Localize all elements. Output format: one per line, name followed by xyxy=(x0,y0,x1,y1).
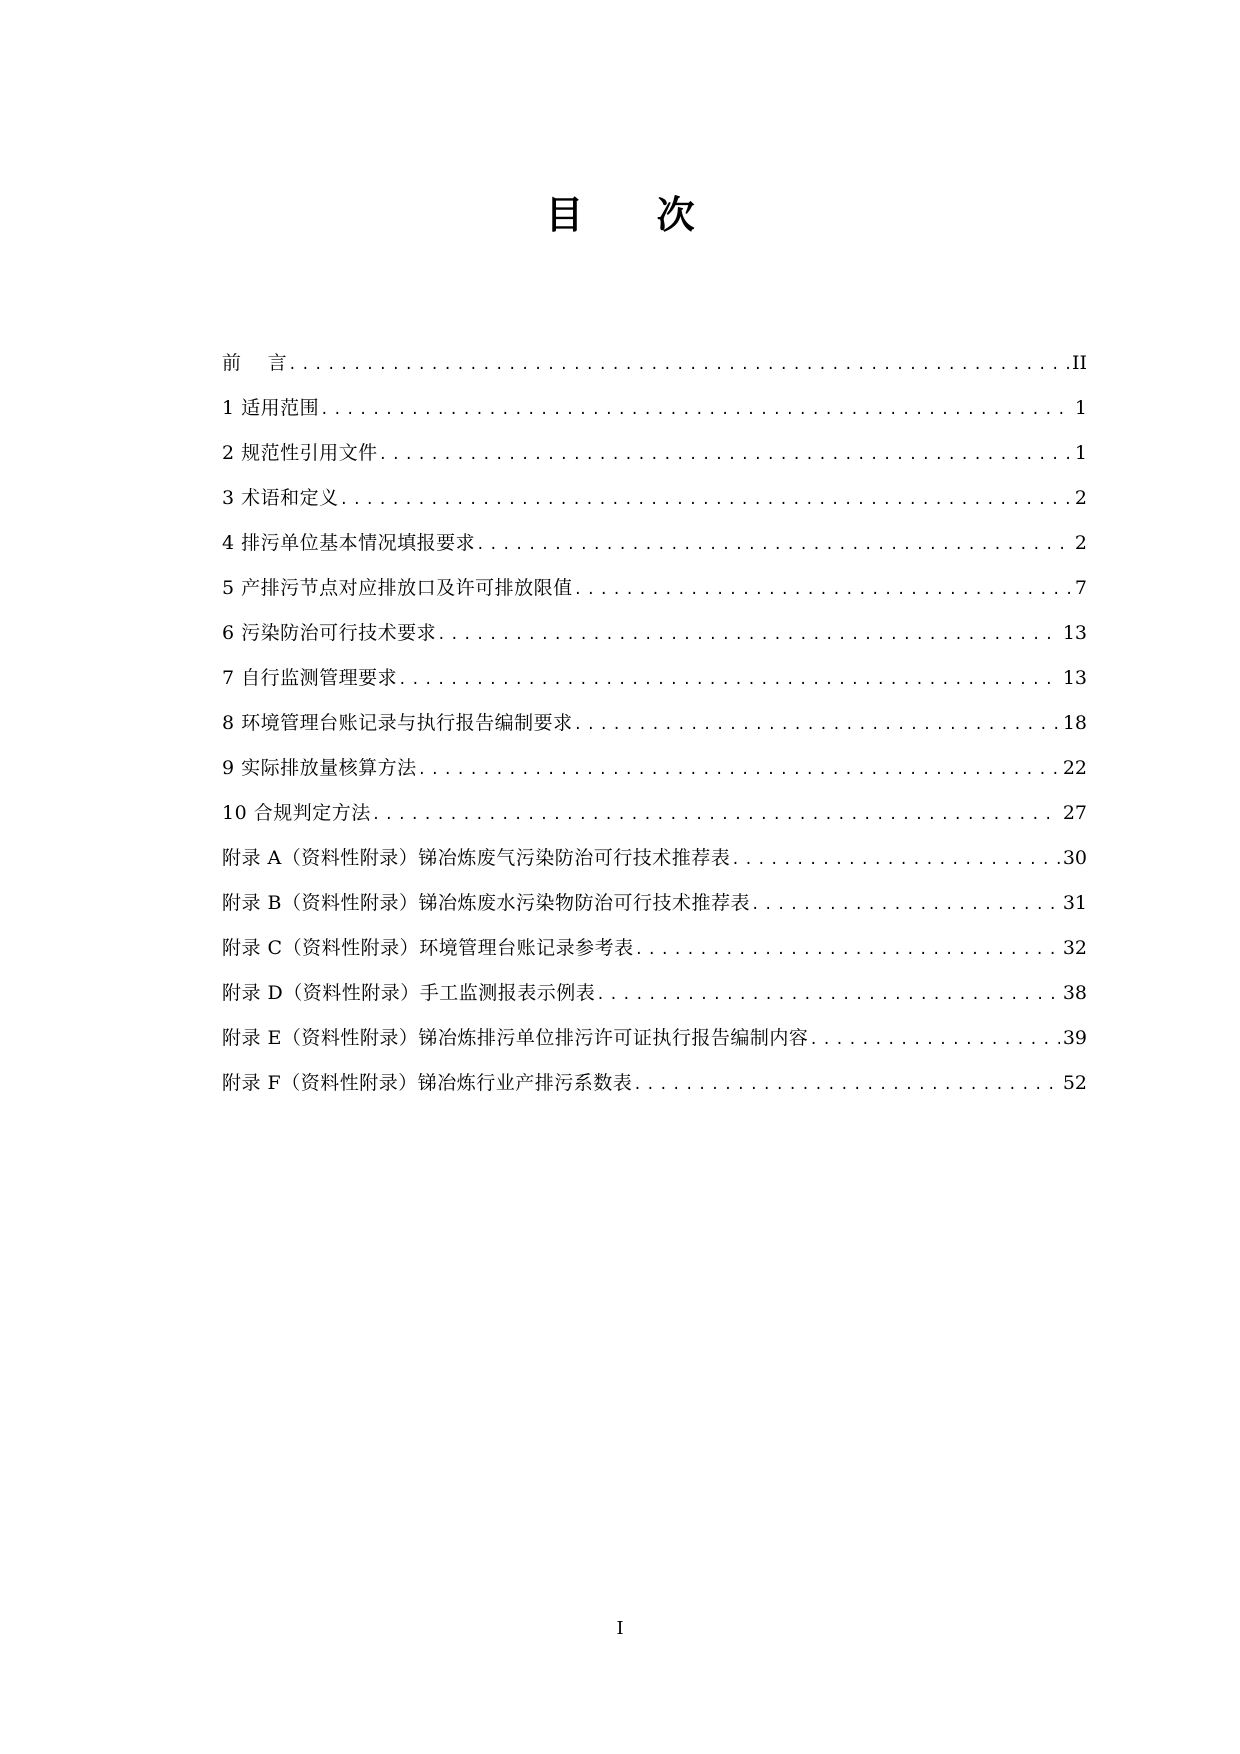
toc-entry-2[interactable] xyxy=(222,438,1087,483)
toc-entry-4[interactable] xyxy=(222,528,1087,573)
toc-entry-label: 7 自行监测管理要求 xyxy=(222,667,398,689)
toc-entry-page: 27 xyxy=(1062,802,1087,824)
toc-entry-page: 2 xyxy=(1074,487,1087,509)
toc-entry-appendix-c[interactable] xyxy=(222,933,1087,978)
toc-entry-page: 30 xyxy=(1062,847,1087,869)
toc-entry-page: 13 xyxy=(1062,667,1087,689)
dot-leader xyxy=(574,710,1060,740)
dot-leader xyxy=(596,980,1060,1010)
toc-entry-label: 附录 D（资料性附录）手工监测报表示例表 xyxy=(222,982,596,1004)
toc-entry-appendix-b[interactable] xyxy=(222,888,1087,933)
toc-entry-5[interactable] xyxy=(222,573,1087,618)
dot-leader xyxy=(635,935,1060,965)
toc-entry-label: 6 污染防治可行技术要求 xyxy=(222,622,437,644)
toc-entry-label: 4 排污单位基本情况填报要求 xyxy=(222,532,476,554)
toc-entry-label: 2 规范性引用文件 xyxy=(222,442,378,464)
page-number: I xyxy=(616,1618,624,1639)
toc-entry-page: II xyxy=(1071,352,1087,374)
toc-entry-label: 前 言 xyxy=(222,352,288,374)
toc-entry-appendix-f[interactable] xyxy=(222,1068,1087,1113)
toc-entry-label: 附录 B（资料性附录）锑冶炼废水污染物防治可行技术推荐表 xyxy=(222,892,751,914)
toc-entry-page: 39 xyxy=(1062,1027,1087,1049)
toc-entry-page: 52 xyxy=(1062,1072,1087,1094)
toc-entry-page: 32 xyxy=(1062,937,1087,959)
dot-leader xyxy=(809,1025,1059,1055)
toc-entry-label: 附录 E（资料性附录）锑冶炼排污单位排污许可证执行报告编制内容 xyxy=(222,1027,809,1049)
toc-entry-9[interactable] xyxy=(222,753,1087,798)
dot-leader xyxy=(751,890,1060,920)
toc-entry-page: 31 xyxy=(1062,892,1087,914)
toc-entry-label: 附录 A（资料性附录）锑冶炼废气污染防治可行技术推荐表 xyxy=(222,847,731,869)
toc-entry-page: 38 xyxy=(1062,982,1087,1004)
dot-leader xyxy=(574,575,1072,605)
toc-entry-page: 2 xyxy=(1074,532,1087,554)
toc-entry-label: 3 术语和定义 xyxy=(222,487,339,509)
toc-entry-label: 8 环境管理台账记录与执行报告编制要求 xyxy=(222,712,573,734)
dot-leader xyxy=(398,665,1060,695)
toc-entry-1[interactable] xyxy=(222,393,1087,438)
toc-entry-appendix-a[interactable] xyxy=(222,843,1087,888)
dot-leader xyxy=(372,800,1060,830)
toc-entry-appendix-e[interactable] xyxy=(222,1023,1087,1068)
toc-entry-page: 13 xyxy=(1062,622,1087,644)
toc-entry-page: 7 xyxy=(1074,577,1087,599)
toc-entry-label: 5 产排污节点对应排放口及许可排放限值 xyxy=(222,577,573,599)
dot-leader xyxy=(288,350,1069,380)
toc-entry-6[interactable] xyxy=(222,618,1087,663)
table-of-contents xyxy=(222,348,1087,1113)
toc-entry-7[interactable] xyxy=(222,663,1087,708)
page-title: 目 次 xyxy=(545,193,725,237)
dot-leader xyxy=(320,395,1072,425)
dot-leader xyxy=(379,440,1072,470)
toc-entry-3[interactable] xyxy=(222,483,1087,528)
toc-entry-label: 9 实际排放量核算方法 xyxy=(222,757,417,779)
dot-leader xyxy=(340,485,1072,515)
toc-entry-8[interactable] xyxy=(222,708,1087,753)
dot-leader xyxy=(418,755,1060,785)
dot-leader xyxy=(476,530,1072,560)
toc-entry-page: 22 xyxy=(1062,757,1087,779)
toc-entry-label: 1 适用范围 xyxy=(222,397,320,419)
toc-entry-page: 18 xyxy=(1062,712,1087,734)
toc-entry-appendix-d[interactable] xyxy=(222,978,1087,1023)
dot-leader xyxy=(633,1070,1060,1100)
toc-entry-10[interactable] xyxy=(222,798,1087,843)
toc-entry-label: 10 合规判定方法 xyxy=(222,802,371,824)
toc-entry-foreword[interactable] xyxy=(222,348,1087,393)
toc-entry-label: 附录 F（资料性附录）锑冶炼行业产排污系数表 xyxy=(222,1072,633,1094)
dot-leader xyxy=(731,845,1060,875)
dot-leader xyxy=(437,620,1060,650)
toc-entry-label: 附录 C（资料性附录）环境管理台账记录参考表 xyxy=(222,937,634,959)
toc-entry-page: 1 xyxy=(1074,442,1087,464)
toc-entry-page: 1 xyxy=(1074,397,1087,419)
